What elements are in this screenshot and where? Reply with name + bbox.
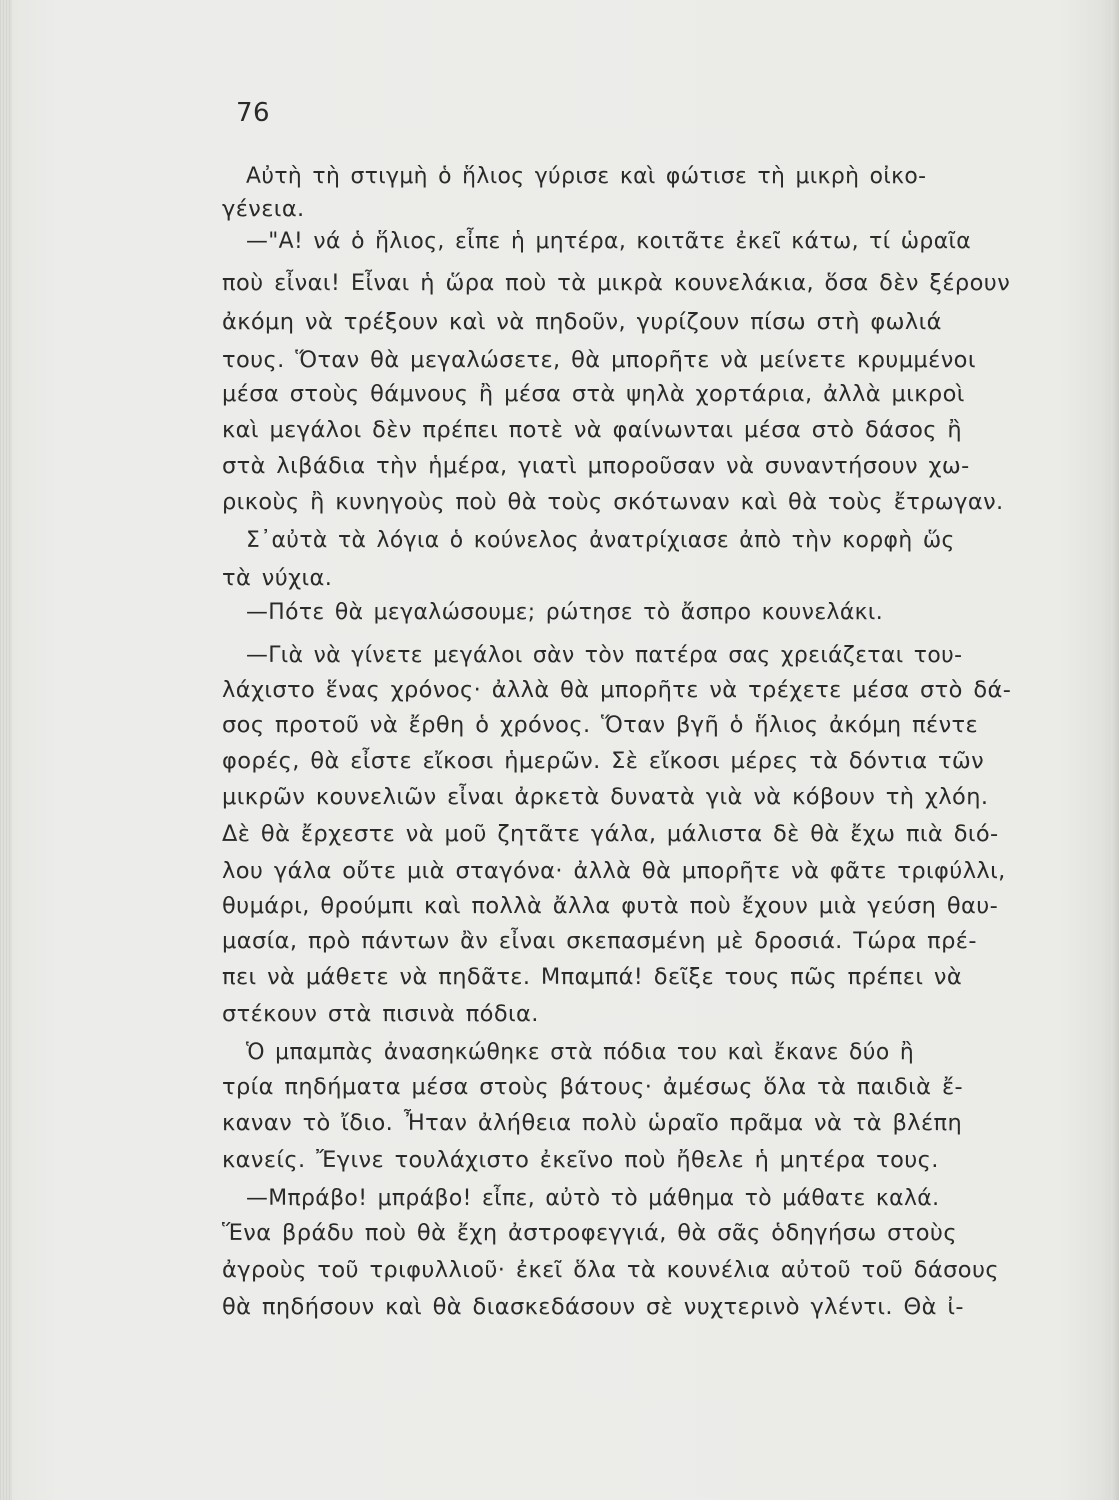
text-line: μασία, πρὸ πάντων ἂν εἶναι σκεπασμένη μὲ δροσιά. Τώρα πρέ-: [222, 928, 977, 954]
page-right-edge: [1111, 0, 1119, 1500]
text-line: Ἕνα βράδυ ποὺ θὰ ἔχη ἀστροφεγγιά, θὰ σᾶς ὁδηγήσω στοὺς: [222, 1220, 957, 1246]
text-line: ἀκόμη νὰ τρέξουν καὶ νὰ πηδοῦν, γυρίζουν πίσω στὴ φωλιά: [222, 309, 942, 335]
text-line: καὶ μεγάλοι δὲν πρέπει ποτὲ νὰ φαίνωνται μέσα στὸ δάσος ἢ: [222, 417, 963, 443]
text-line: —Μπράβο! μπράβο! εἶπε, αὐτὸ τὸ μάθημα τὸ μάθατε καλά.: [246, 1185, 940, 1211]
text-line: γένεια.: [222, 196, 305, 222]
text-line: κανείς. Ἔγινε τουλάχιστο ἐκεῖνο ποὺ ἤθελε ἡ μητέρα τους.: [222, 1147, 939, 1173]
text-line: στέκουν στὰ πισινὰ πόδια.: [222, 1001, 539, 1027]
page-binding-edge: [0, 0, 12, 1500]
text-line: Δὲ θὰ ἔρχεστε νὰ μοῦ ζητᾶτε γάλα, μάλιστα δὲ θὰ ἔχω πιὰ διό-: [222, 821, 999, 847]
text-line: μικρῶν κουνελιῶν εἶναι ἀρκετὰ δυνατὰ γιὰ νὰ κόβουν τὴ χλόη.: [222, 784, 989, 810]
text-line: τους. Ὅταν θὰ μεγαλώσετε, θὰ μπορῆτε νὰ μείνετε κρυμμένοι: [222, 347, 976, 373]
text-line: τὰ νύχια.: [222, 565, 333, 591]
text-line: καναν τὸ ἴδιο. Ἦταν ἀλήθεια πολὺ ὡραῖο πρᾶμα νὰ τὰ βλέπη: [222, 1110, 963, 1136]
text-line: πει νὰ μάθετε νὰ πηδᾶτε. Μπαμπά! δεῖξε τους πῶς πρέπει νὰ: [222, 964, 963, 990]
text-line: —"Α! νά ὁ ἥλιος, εἶπε ἡ μητέρα, κοιτᾶτε ἐκεῖ κάτω, τί ὡραῖα: [246, 228, 972, 254]
text-line: —Πότε θὰ μεγαλώσουμε; ρώτησε τὸ ἄσπρο κουνελάκι.: [246, 599, 884, 625]
text-line: Ὁ μπαμπὰς ἀνασηκώθηκε στὰ πόδια του καὶ ἔκανε δύο ἢ: [246, 1039, 915, 1065]
text-line: ἀγροὺς τοῦ τριφυλλιοῦ· ἐκεῖ ὅλα τὰ κουνέλια αὐτοῦ τοῦ δάσους: [222, 1257, 999, 1283]
text-line: —Γιὰ νὰ γίνετε μεγάλοι σὰν τὸν πατέρα σας χρειάζεται του-: [246, 642, 963, 668]
text-line: ποὺ εἶναι! Εἶναι ἡ ὥρα ποὺ τὰ μικρὰ κουνελάκια, ὅσα δὲν ξέρουν: [222, 270, 1011, 296]
text-line: μέσα στοὺς θάμνους ἢ μέσα στὰ ψηλὰ χορτάρια, ἀλλὰ μικροὶ: [222, 381, 965, 407]
text-line: σος προτοῦ νὰ ἔρθη ὁ χρόνος. Ὅταν βγῆ ὁ ἥλιος ἀκόμη πέντε: [222, 712, 979, 738]
text-line: θυμάρι, θρούμπι καὶ πολλὰ ἄλλα φυτὰ ποὺ ἔχουν μιὰ γεύση θαυ-: [222, 893, 999, 919]
text-line: στὰ λιβάδια τὴν ἡμέρα, γιατὶ μποροῦσαν νὰ συναντήσουν χω-: [222, 453, 970, 479]
text-line: Σ᾽αὐτὰ τὰ λόγια ὁ κούνελος ἀνατρίχιασε ἀπὸ τὴν κορφὴ ὥς: [246, 527, 955, 553]
text-line: θὰ πηδήσουν καὶ θὰ διασκεδάσουν σὲ νυχτερινὸ γλέντι. Θὰ ἰ-: [222, 1294, 964, 1320]
text-line: λου γάλα οὔτε μιὰ σταγόνα· ἀλλὰ θὰ μπορῆτε νὰ φᾶτε τριφύλλι,: [222, 858, 1006, 884]
text-line: ρικοὺς ἢ κυνηγοὺς ποὺ θὰ τοὺς σκότωναν καὶ θὰ τοὺς ἔτρωγαν.: [222, 489, 1004, 515]
text-line: φορές, θὰ εἶστε εἴκοσι ἡμερῶν. Σὲ εἴκοσι μέρες τὰ δόντια τῶν: [222, 748, 985, 774]
text-line: λάχιστο ἕνας χρόνος· ἀλλὰ θὰ μπορῆτε νὰ τρέχετε μέσα στὸ δά-: [222, 677, 1012, 703]
text-line: Αὐτὴ τὴ στιγμὴ ὁ ἥλιος γύρισε καὶ φώτισε τὴ μικρὴ οἰκο-: [246, 163, 927, 189]
text-line: τρία πηδήματα μέσα στοὺς βάτους· ἀμέσως ὅλα τὰ παιδιὰ ἔ-: [222, 1074, 964, 1100]
page-number: 76: [236, 98, 271, 128]
